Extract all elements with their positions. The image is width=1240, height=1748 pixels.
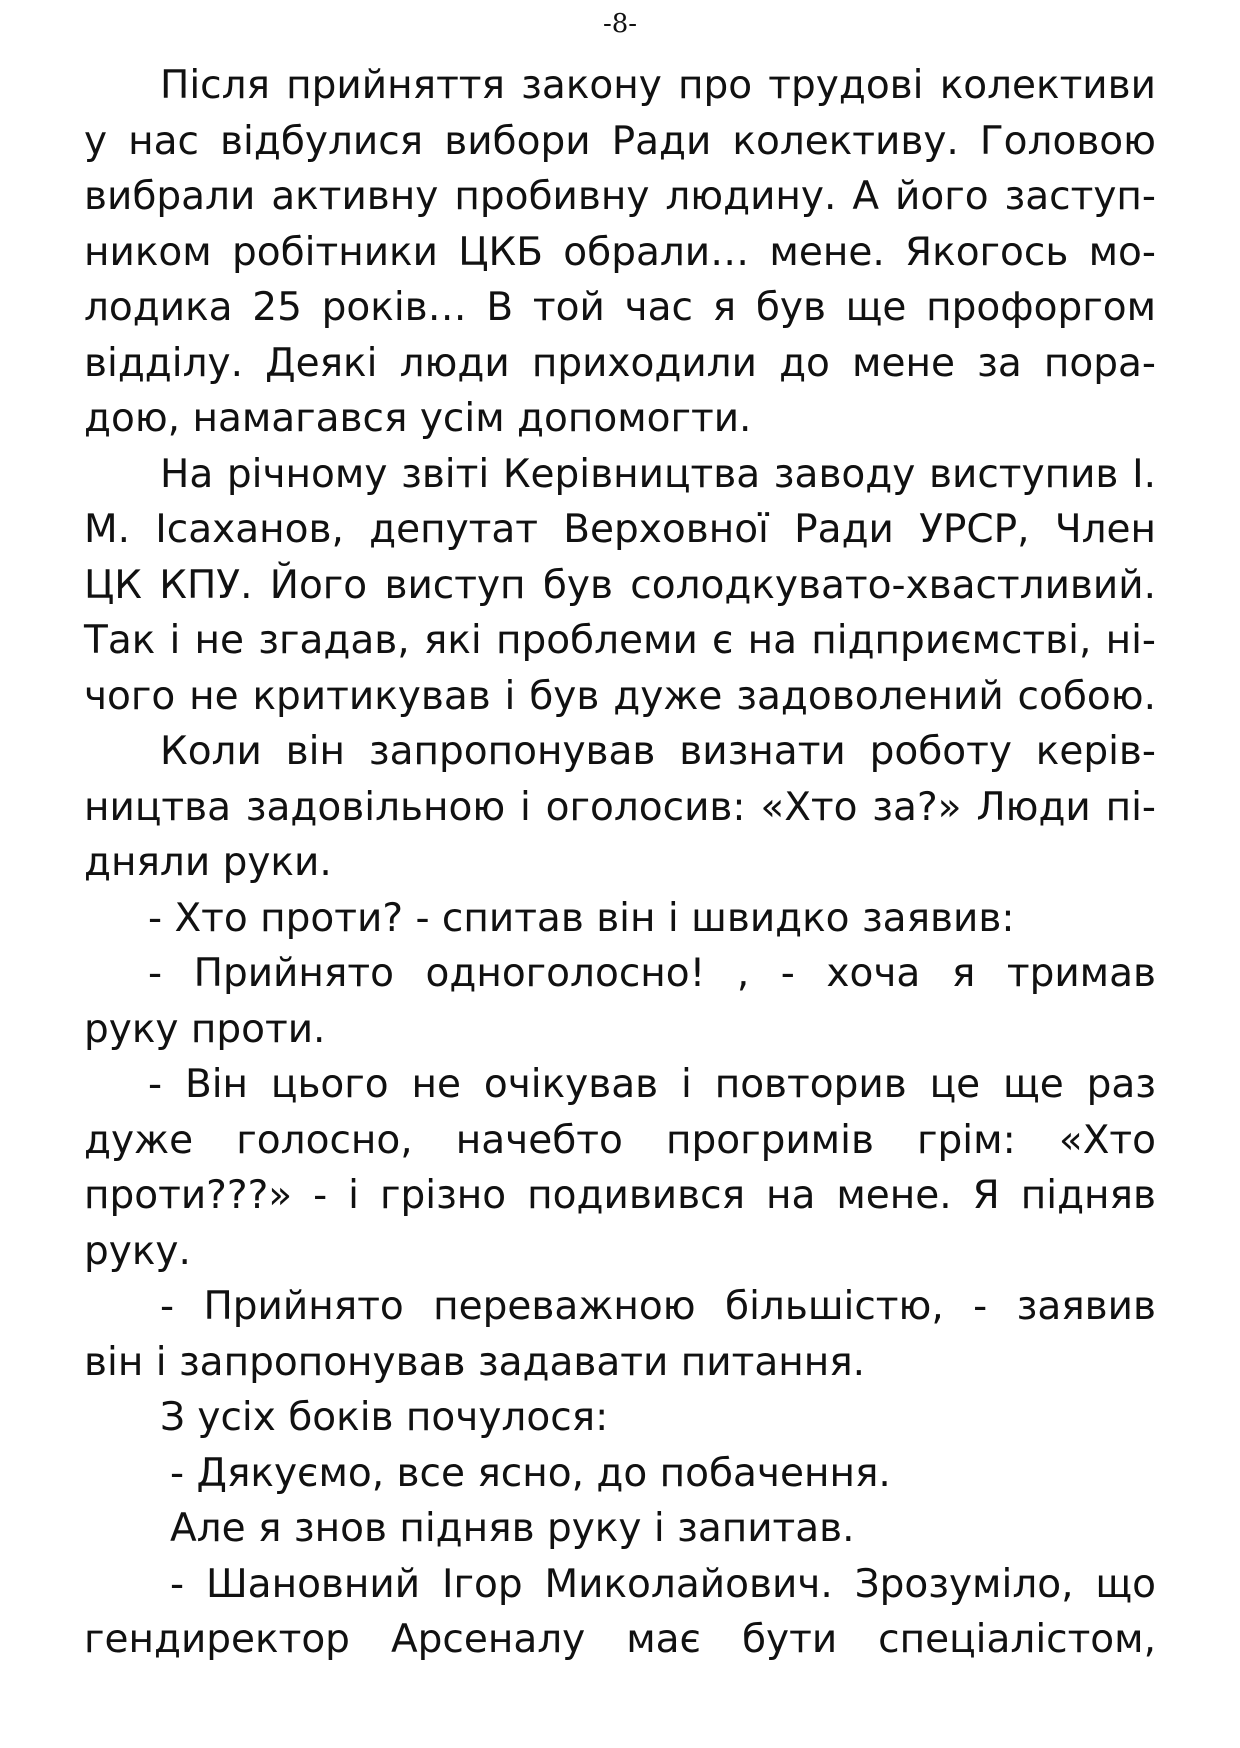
text-line: дою, намагався усім допомогти. — [84, 396, 752, 441]
text-line: Але я знов підняв руку і запитав. — [170, 1506, 855, 1551]
text-line: Так і не згадав, які проблеми є на підприємстві, ні- — [84, 618, 1156, 663]
text-line: гендиректор Арсеналу має бути спеціалістом, — [84, 1617, 1156, 1662]
body-text — [84, 58, 1156, 1668]
text-line: ництва задовільною і оголосив: «Хто за?» Люди пі- — [84, 784, 1156, 830]
text-line: На річному звіті Керівництва заводу виступив І. — [160, 451, 1156, 497]
text-line: відділу. Деякі люди приходили до мене за пора- — [84, 340, 1156, 386]
text-line: - Шановний Ігор Миколайович. Зрозуміло, що — [170, 1561, 1156, 1607]
text-line: вибрали активну пробивну людину. А його заступ- — [84, 174, 1156, 219]
text-line: ником робітники ЦКБ обрали… мене. Якогось мо- — [84, 229, 1156, 275]
text-line: дняли руки. — [84, 840, 332, 885]
text-line: З усіх боків почулося: — [160, 1395, 609, 1440]
text-line: ЦК КПУ. Його виступ був солодкувато-хвастливий. — [84, 562, 1156, 608]
text-line: - Дякуємо, все ясно, до побачення. — [170, 1450, 891, 1496]
page-number: -8- — [602, 9, 638, 39]
text-line: він і запропонував задавати питання. — [84, 1339, 866, 1385]
text-line: у нас відбулися вибори Ради колективу. Головою — [84, 118, 1156, 164]
text-line: - Хто проти? - спитав він і швидко заявив: — [148, 895, 1015, 941]
text-line: Після прийняття закону про трудові колективи — [160, 63, 1156, 108]
text-line: М. Ісаханов, депутат Верховної Ради УРСР, Член — [84, 507, 1156, 552]
text-line: Коли він запропонував визнати роботу керів- — [160, 729, 1156, 774]
text-line: чого не критикував і був дуже задоволений собою. — [84, 673, 1156, 719]
text-line: руку проти. — [84, 1006, 326, 1052]
text-line: - Він цього не очікував і повторив це ще раз — [148, 1062, 1156, 1107]
text-line: дуже голосно, начебто прогримів грім: «Хто — [84, 1117, 1156, 1163]
text-line: - Прийнято одноголосно! , - хоча я тримав — [148, 951, 1156, 996]
text-line: лодика 25 років… В той час я був ще профоргом — [84, 285, 1156, 330]
text-line: руку. — [84, 1228, 191, 1274]
text-line: - Прийнято переважною більшістю, - заявив — [160, 1284, 1156, 1329]
text-line: проти???» - і грізно подивився на мене. Я підняв — [84, 1173, 1156, 1218]
